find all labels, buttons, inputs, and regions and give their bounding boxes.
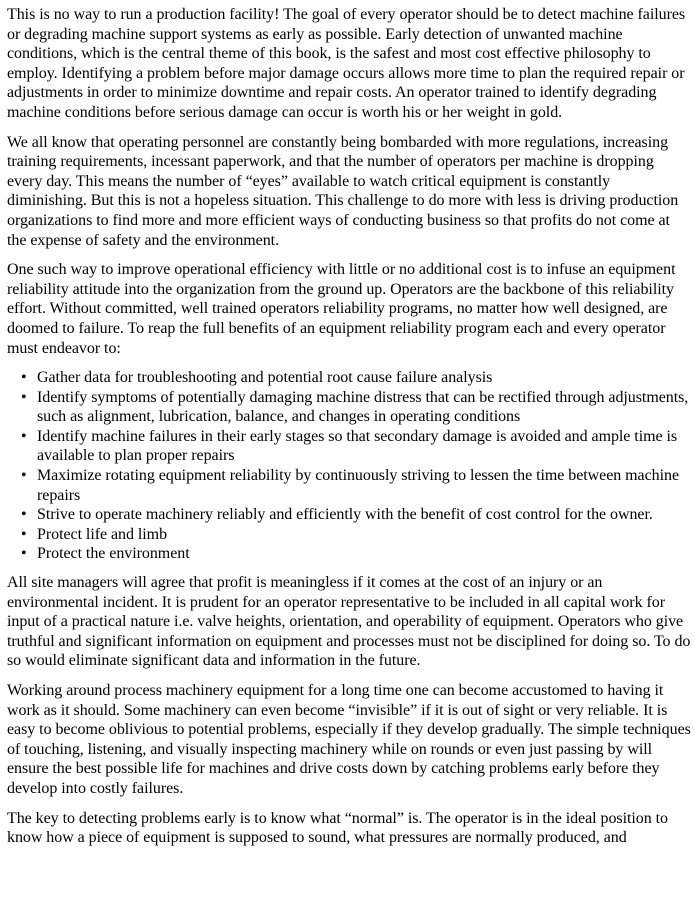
paragraph: One such way to improve operational efficiency with little or no additional cost is to infuse an equipment reliability attitude into the organization from the ground up. Operators are the backbone of this reliability effort. Without committed, well trained operators reliability programs, no matter how well designed, are doomed to failure. To reap the full benefits of an equipment reliability program each and every operator must endeavor to:: [7, 261, 676, 357]
bullet-icon: •: [21, 545, 27, 563]
list-item: [7, 427, 691, 466]
bullet-list: [7, 368, 691, 564]
document-page: [7, 5, 691, 858]
list-item: [7, 505, 691, 525]
paragraph: All site managers will agree that profit is meaningless if it comes at the cost of an injury or an environmental incident. It is prudent for an operator representative to be included in all capital work for input of a practical nature i.e. valve heights, orientation, and operability of equipment. Operators who give truthful and significant information on equipment and processes must not be disciplined for doing so. To do so would eliminate significant data and information in the future.: [7, 574, 691, 670]
list-item-text: Identify symptoms of potentially damaging machine distress that can be rectified through adjustments, such as alignment, lubrication, balance, and changes in operating conditions: [37, 388, 689, 426]
bullet-icon: •: [21, 388, 27, 406]
list-item-text: Protect life and limb: [37, 525, 168, 543]
list-item-text: Gather data for troubleshooting and potential root cause failure analysis: [37, 369, 493, 387]
bullet-icon: •: [21, 506, 27, 524]
paragraph: Working around process machinery equipment for a long time one can become accustomed to having it work as it should. Some machinery can even become “invisible” if it is out of sight or very reliable. It is easy to become oblivious to potential problems, especially if they develop gradually. The simple techniques of touching, listening, and visually inspecting machinery while on rounds or even just passing by will ensure the best possible life for machines and drive costs down by catching problems early before they develop into costly failures.: [7, 682, 691, 797]
list-item: [7, 388, 691, 427]
bullet-icon: •: [21, 467, 27, 485]
list-item: [7, 525, 691, 545]
list-item-text: Strive to operate machinery reliably and efficiently with the benefit of cost control for the owner.: [37, 506, 653, 524]
bullet-icon: •: [21, 427, 27, 445]
paragraph: We all know that operating personnel are constantly being bombarded with more regulations, increasing training requirements, incessant paperwork, and that the number of operators per machine is dropping every day. This means the number of “eyes” available to watch critical equipment is constantly diminishing. But this is not a hopeless situation. This challenge to do more with less is driving production organizations to find more and more efficient ways of conducting business so that profits do not come at the expense of safety and the environment.: [7, 133, 679, 249]
bullet-icon: •: [21, 525, 27, 543]
list-item: [7, 368, 691, 388]
list-item: [7, 466, 691, 505]
list-item: [7, 544, 691, 564]
bullet-icon: •: [21, 369, 27, 387]
paragraph: This is no way to run a production facility! The goal of every operator should be to detect machine failures or degrading machine support systems as early as possible. Early detection of unwanted machine conditions, which is the central theme of this book, is the safest and most cost effective philosophy to employ. Identifying a problem before major damage occurs allows more time to plan the required repair or adjustments in order to minimize downtime and repair costs. An operator trained to identify degrading machine conditions before serious damage can occur is worth his or her weight in gold.: [7, 6, 686, 121]
list-item-text: Protect the environment: [37, 545, 190, 563]
list-item-text: Identify machine failures in their early stages so that secondary damage is avoided and ample time is available to plan proper repairs: [37, 427, 678, 465]
paragraph: The key to detecting problems early is to know what “normal” is. The operator is in the ideal position to know how a piece of equipment is supposed to sound, what pressures are normally produced, and: [7, 809, 668, 847]
list-item-text: Maximize rotating equipment reliability by continuously striving to lessen the time between machine repairs: [37, 467, 680, 504]
